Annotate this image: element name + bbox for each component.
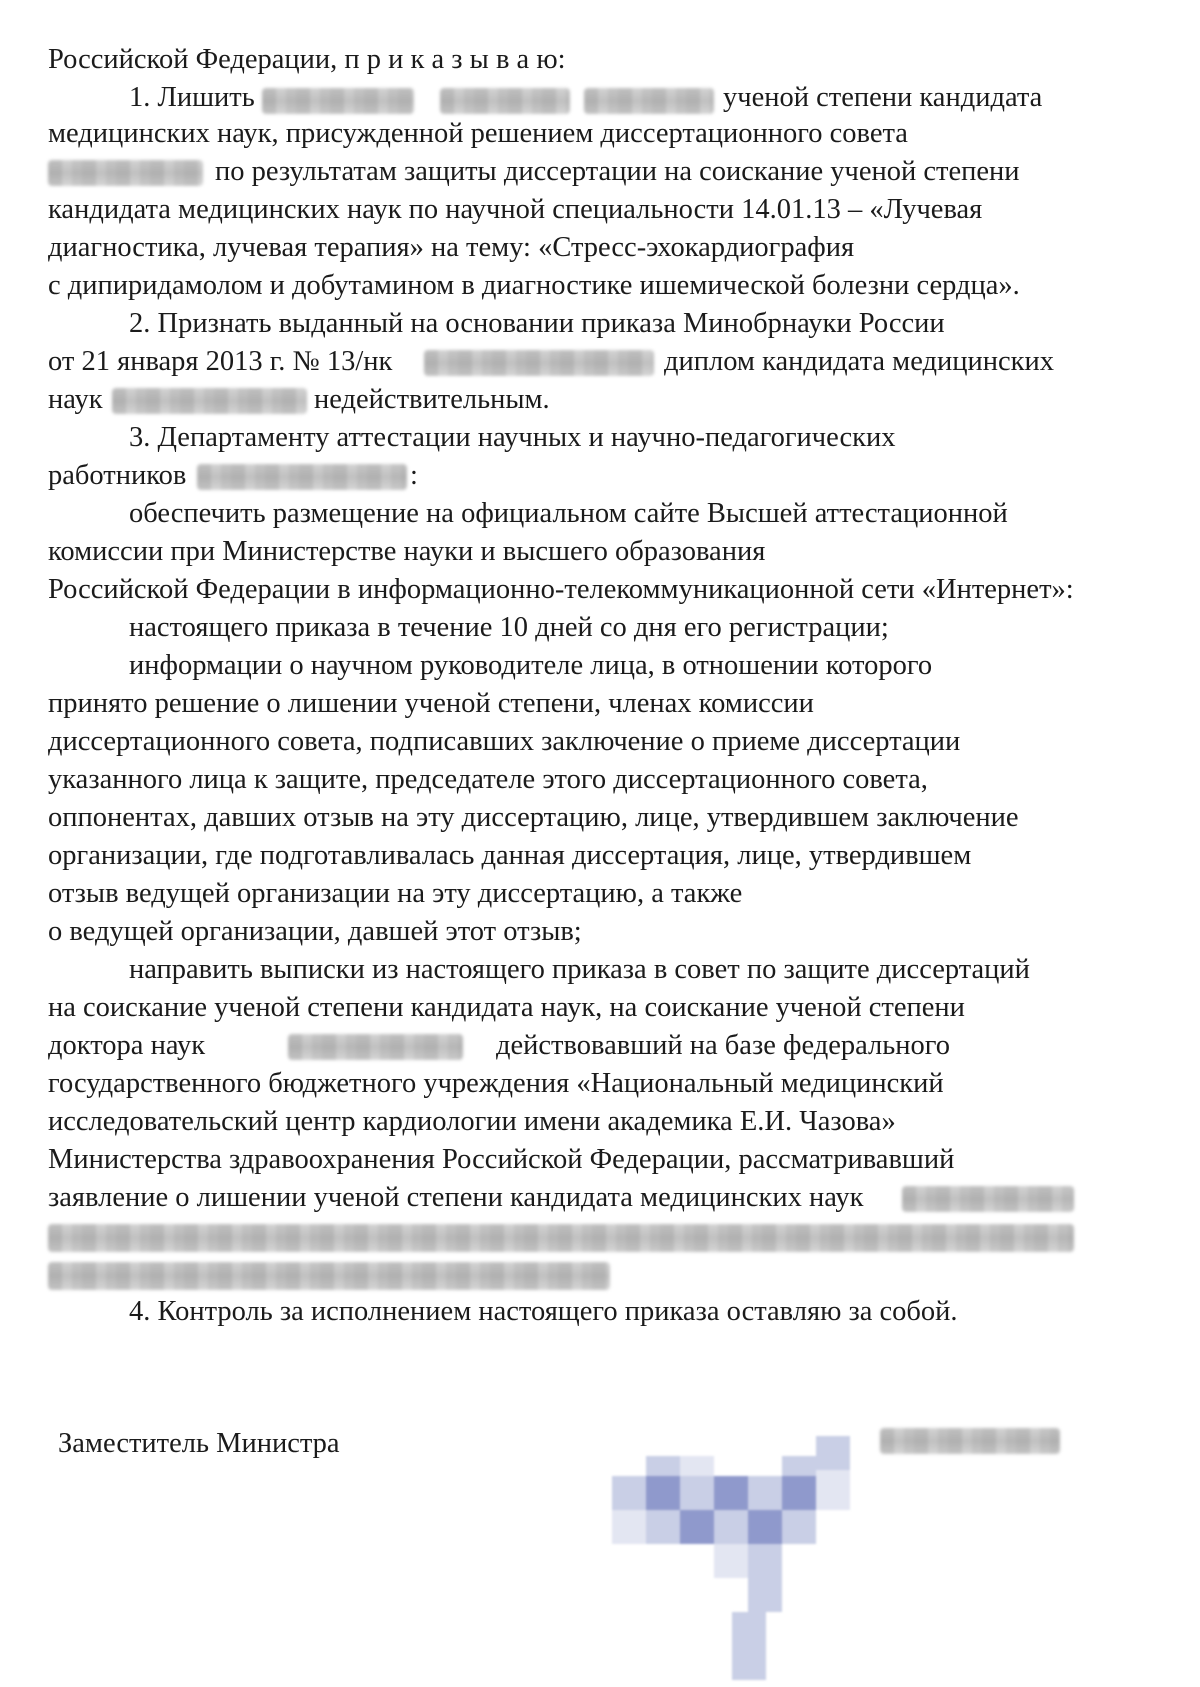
- text-line: [48, 798, 1158, 838]
- line-text: государственного бюджетного учреждения «Национальный медицинский: [48, 1068, 944, 1099]
- line-text: Российской Федерации в информационно-телекоммуникационной сети «Интернет»:: [48, 574, 1074, 605]
- line-text: отзыв ведущей организации на эту диссертацию, а также: [48, 878, 743, 909]
- text-line: [48, 114, 1158, 154]
- line-text: с дипиридамолом и добутамином в диагностике ишемической болезни сердца».: [48, 270, 1020, 301]
- redacted-name: [440, 88, 570, 114]
- redacted-council: [48, 160, 203, 186]
- line-text: работников: [48, 460, 187, 491]
- signatory-title-text: Заместитель Министра: [58, 1428, 340, 1459]
- line-text: действовавший на базе федерального: [496, 1030, 950, 1061]
- text-line: [48, 722, 1158, 762]
- text-line: [48, 532, 1158, 572]
- line-text: Российской Федерации, п р и к а з ы в а ю:: [48, 44, 566, 75]
- text-line: [129, 494, 1158, 534]
- line-text: заявление о лишении ученой степени кандидата медицинских наук: [48, 1182, 864, 1213]
- text-line: [48, 266, 1158, 306]
- text-line: [129, 608, 1158, 648]
- text-line: [48, 570, 1158, 610]
- line-text: 4. Контроль за исполнением настоящего приказа оставляю за собой.: [129, 1296, 958, 1327]
- text-line: [48, 1064, 1158, 1104]
- line-text: обеспечить размещение на официальном сайте Высшей аттестационной: [129, 498, 1008, 529]
- text-line: [129, 646, 1158, 686]
- text-line: [48, 912, 1158, 952]
- line-text: ученой степени кандидата: [723, 82, 1043, 113]
- text-line: [48, 190, 1158, 230]
- line-text: комиссии при Министерстве науки и высшего образования: [48, 536, 766, 567]
- line-text: медицинских наук, присужденной решением диссертационного совета: [48, 118, 908, 149]
- redacted-name: [262, 88, 414, 114]
- line-text: оппонентах, давших отзыв на эту диссертацию, лице, утвердившем заключение: [48, 802, 1019, 833]
- line-text: доктора наук: [48, 1030, 206, 1061]
- redacted-line: [48, 1224, 1074, 1252]
- text-line: [48, 836, 1158, 876]
- line-text: информации о научном руководителе лица, в отношении которого: [129, 650, 933, 681]
- line-text: наук: [48, 384, 103, 415]
- line-text: от 21 января 2013 г. № 13/нк: [48, 346, 393, 377]
- redacted-council: [288, 1034, 463, 1060]
- line-text: направить выписки из настоящего приказа в совет по защите диссертаций: [129, 954, 1030, 985]
- pixelated-signature: [612, 1436, 872, 1686]
- line-text: недействительным.: [314, 384, 550, 415]
- line-text: на соискание ученой степени кандидата наук, на соискание ученой степени: [48, 992, 965, 1023]
- text-line: [48, 684, 1158, 724]
- redacted-info: [197, 464, 407, 490]
- line-text: 1. Лишить: [129, 82, 255, 113]
- text-line: [129, 304, 1158, 344]
- text-line: [129, 418, 1158, 458]
- text-line: [48, 874, 1158, 914]
- line-text: :: [410, 460, 418, 491]
- line-text: Министерства здравоохранения Российской Федерации, рассматривавший: [48, 1144, 955, 1175]
- text-line: [48, 760, 1158, 800]
- redacted-name: [112, 388, 307, 414]
- line-text: о ведущей организации, давшей этот отзыв;: [48, 916, 582, 947]
- line-text: настоящего приказа в течение 10 дней со дня его регистрации;: [129, 612, 889, 643]
- line-text: организации, где подготавливалась данная диссертация, лице, утвердившем: [48, 840, 972, 871]
- line-text: диагностика, лучевая терапия» на тему: «Стресс-эхокардиография: [48, 232, 855, 263]
- line-text: кандидата медицинских наук по научной специальности 14.01.13 – «Лучевая: [48, 194, 983, 225]
- text-line: [48, 1140, 1158, 1180]
- line-text: указанного лица к защите, председателе этого диссертационного совета,: [48, 764, 928, 795]
- line-text: принято решение о лишении ученой степени, членах комиссии: [48, 688, 814, 719]
- redacted-signatory-name: [880, 1428, 1060, 1454]
- text-line: [48, 988, 1158, 1028]
- redacted-name: [584, 88, 714, 114]
- line-text: 2. Признать выданный на основании приказа Минобрнауки России: [129, 308, 945, 339]
- line-text: диплом кандидата медицинских: [664, 346, 1054, 377]
- text-line: [48, 40, 1158, 80]
- line-text: 3. Департаменту аттестации научных и научно-педагогических: [129, 422, 896, 453]
- text-line: [48, 1102, 1158, 1142]
- redacted-line: [48, 1262, 610, 1290]
- line-text: по результатам защиты диссертации на соискание ученой степени: [215, 156, 1020, 187]
- text-line: [215, 152, 1158, 192]
- text-line: [48, 1026, 1158, 1066]
- text-line: [129, 950, 1158, 990]
- line-text: диссертационного совета, подписавших заключение о приеме диссертации: [48, 726, 961, 757]
- line-text: исследовательский центр кардиологии имени академика Е.И. Чазова»: [48, 1106, 896, 1137]
- redacted-info: [424, 350, 654, 376]
- text-line: [129, 1292, 1158, 1332]
- text-line: [48, 228, 1158, 268]
- redacted-info: [902, 1186, 1074, 1212]
